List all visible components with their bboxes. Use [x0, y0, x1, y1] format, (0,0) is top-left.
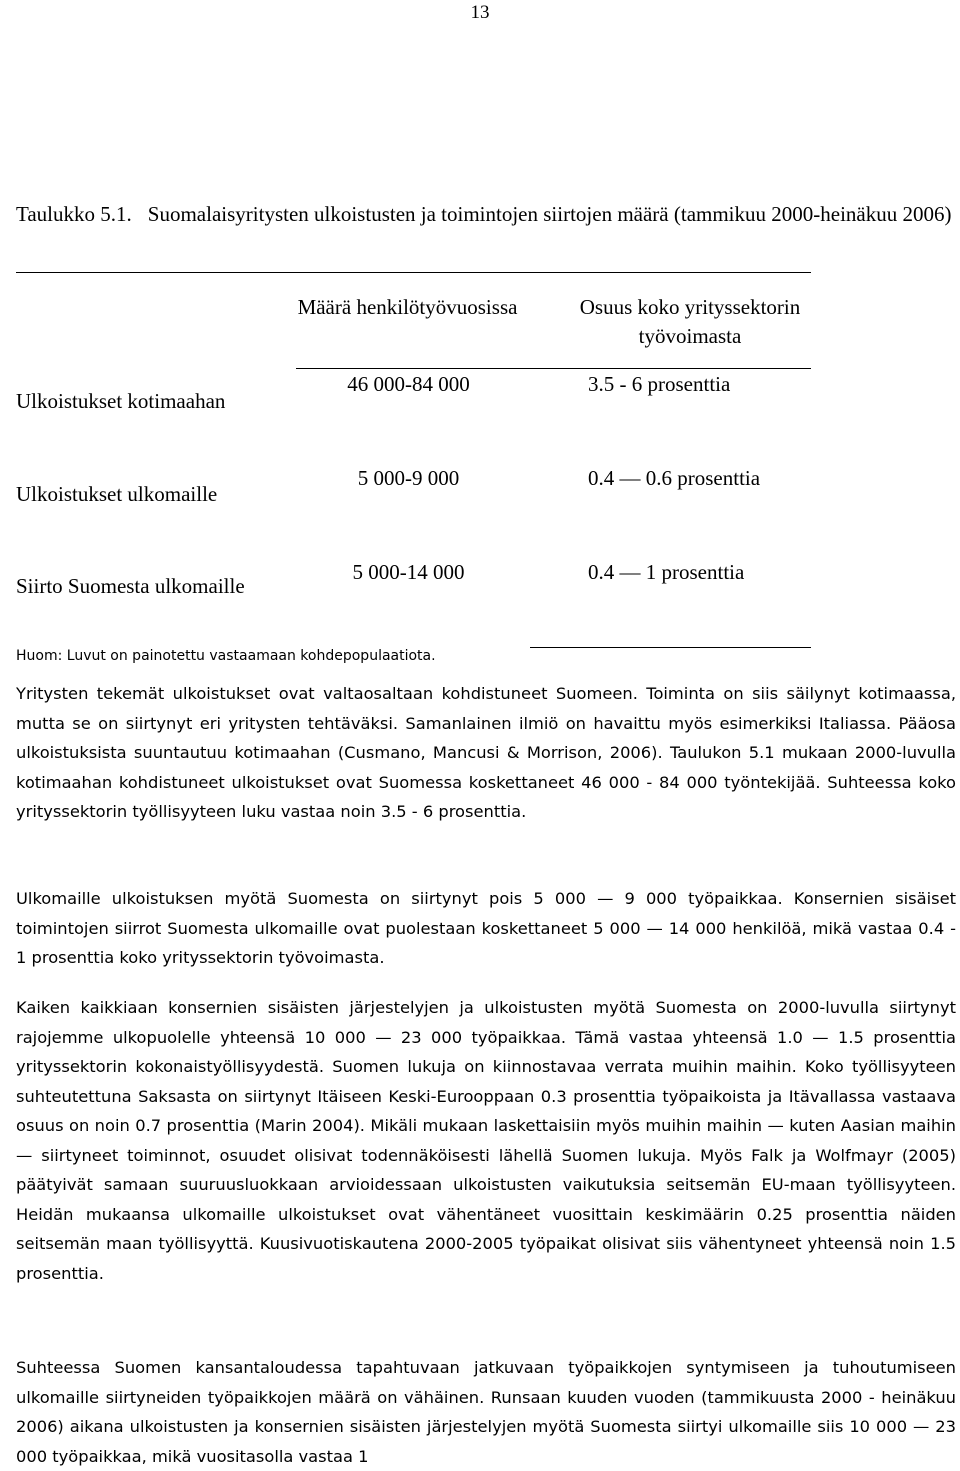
table-caption-label: Taulukko 5.1. — [16, 202, 132, 226]
cell-transfer-share: 0.4 — 1 prosenttia — [588, 560, 745, 584]
paragraph: Yritysten tekemät ulkoistukset ovat valtaosaltaan kohdistuneet Suomeen. Toiminta on siis säilynyt kotimaassa, mutta se on siirtynyt eri yritysten tehtäväksi. Samanlainen ilmiö on havaittu myös esimerkiksi Italiassa. Pääosa ulkoistuksista suuntautuu kotimaahan (Cusmano, Mancusi & Morrison, 2006). Taulukon 5.1 mukaan 2000-luvulla kotimaahan kohdistuneet ulkoistukset ovat Suomessa koskettaneet 46 000 - 84 000 työntekijää. Suhteessa koko yrityssektorin työllisyyteen luku vastaa noin 3.5 - 6 prosenttia. — [16, 684, 956, 821]
table-bottom-rule — [530, 647, 811, 648]
table-caption-text: Suomalaisyritysten ulkoistusten ja toimintojen siirtojen määrä (tammikuu 2000-heinäkuu 2006) — [147, 202, 952, 226]
page-number: 13 — [470, 2, 490, 23]
row-label-domestic: Ulkoistukset kotimaahan — [16, 389, 226, 413]
paragraph: Kaiken kaikkiaan konsernien sisäisten järjestelyjen ja ulkoistusten myötä Suomesta on 2000-luvulla siirtynyt rajojemme ulkopuolelle yhteensä 10 000 — 23 000 työpaikkaa. Tämä vastaa yhteensä 1.0 — 1.5 prosenttia yrityssektorin kokonaistyöllisyydestä. Suomen lukuja on kiinnostavaa verrata muihin maihin. Koko työllisyyteen suhteutettuna Saksasta on siirtynyt Itäiseen Keski-Eurooppaan 0.3 prosenttia työpaikoista ja Itävallassa vastaava osuus on noin 0.7 prosenttia (Marin 2004). Mikäli mukaan laskettaisiin myös muihin maihin — kuten Aasian maihin — siirtyneet toiminnot, osuudet olisivat todennäköisesti lähellä Suomen lukuja. Myös Falk ja Wolfmayr (2005) päätyivät samaan suuruusluokkaan arvioidessaan ulkoistusten vaikutuksia seitsemän EU-maan työllisyyteen. Heidän mukaansa ulkomaille ulkoistukset ovat vähentäneet vuosittain keskimäärin 0.25 prosenttia näiden seitsemän maan työllisyyttä. Kuusivuotiskautena 2000-2005 työpaikat olisivat siis vähentyneet yhteensä noin 1.5 prosenttia. — [16, 998, 956, 1283]
paragraph: Suhteessa Suomen kansantaloudessa tapahtuvaan jatkuvaan työpaikkojen syntymiseen ja tuhoutumiseen ulkomaille siirtyneiden työpaikkojen määrä on vähäinen. Runsaan kuuden vuoden (tammikuusta 2000 - heinäkuu 2006) aikana ulkoistusten ja konsernien sisäisten järjestelyjen myötä Suomesta siirtyi ulkomaille siis 10 000 — 23 000 työpaikkaa, mikä vuositasolla vastaa 1 — [16, 1358, 956, 1466]
cell-domestic-share: 3.5 - 6 prosenttia — [588, 372, 731, 396]
table-top-rule — [16, 272, 811, 273]
paragraph: Ulkomaille ulkoistuksen myötä Suomesta on siirtynyt pois 5 000 — 9 000 työpaikkaa. Konsernien sisäiset toimintojen siirrot Suomesta ulkomaille ovat puolestaan koskettaneet 5 000 — 14 000 henkilöä, mikä vastaa 0.4 - 1 prosenttia koko yrityssektorin työvoimasta. — [16, 889, 956, 967]
row-label-abroad: Ulkoistukset ulkomaille — [16, 482, 218, 506]
table-note: Huom: Luvut on painotettu vastaamaan kohdepopulaatiota. — [16, 648, 436, 664]
cell-abroad-share: 0.4 — 0.6 prosenttia — [588, 466, 761, 490]
cell-transfer-count: 5 000-14 000 — [352, 560, 465, 584]
row-label-transfer: Siirto Suomesta ulkomaille — [16, 574, 245, 598]
cell-domestic-count: 46 000-84 000 — [347, 372, 470, 396]
column-header-count: Määrä henkilötyövuosissa — [297, 295, 518, 319]
column-header-share: Osuus koko yrityssektorin työvoimasta — [579, 295, 801, 348]
table-caption — [16, 198, 956, 231]
cell-abroad-count: 5 000-9 000 — [357, 466, 460, 490]
